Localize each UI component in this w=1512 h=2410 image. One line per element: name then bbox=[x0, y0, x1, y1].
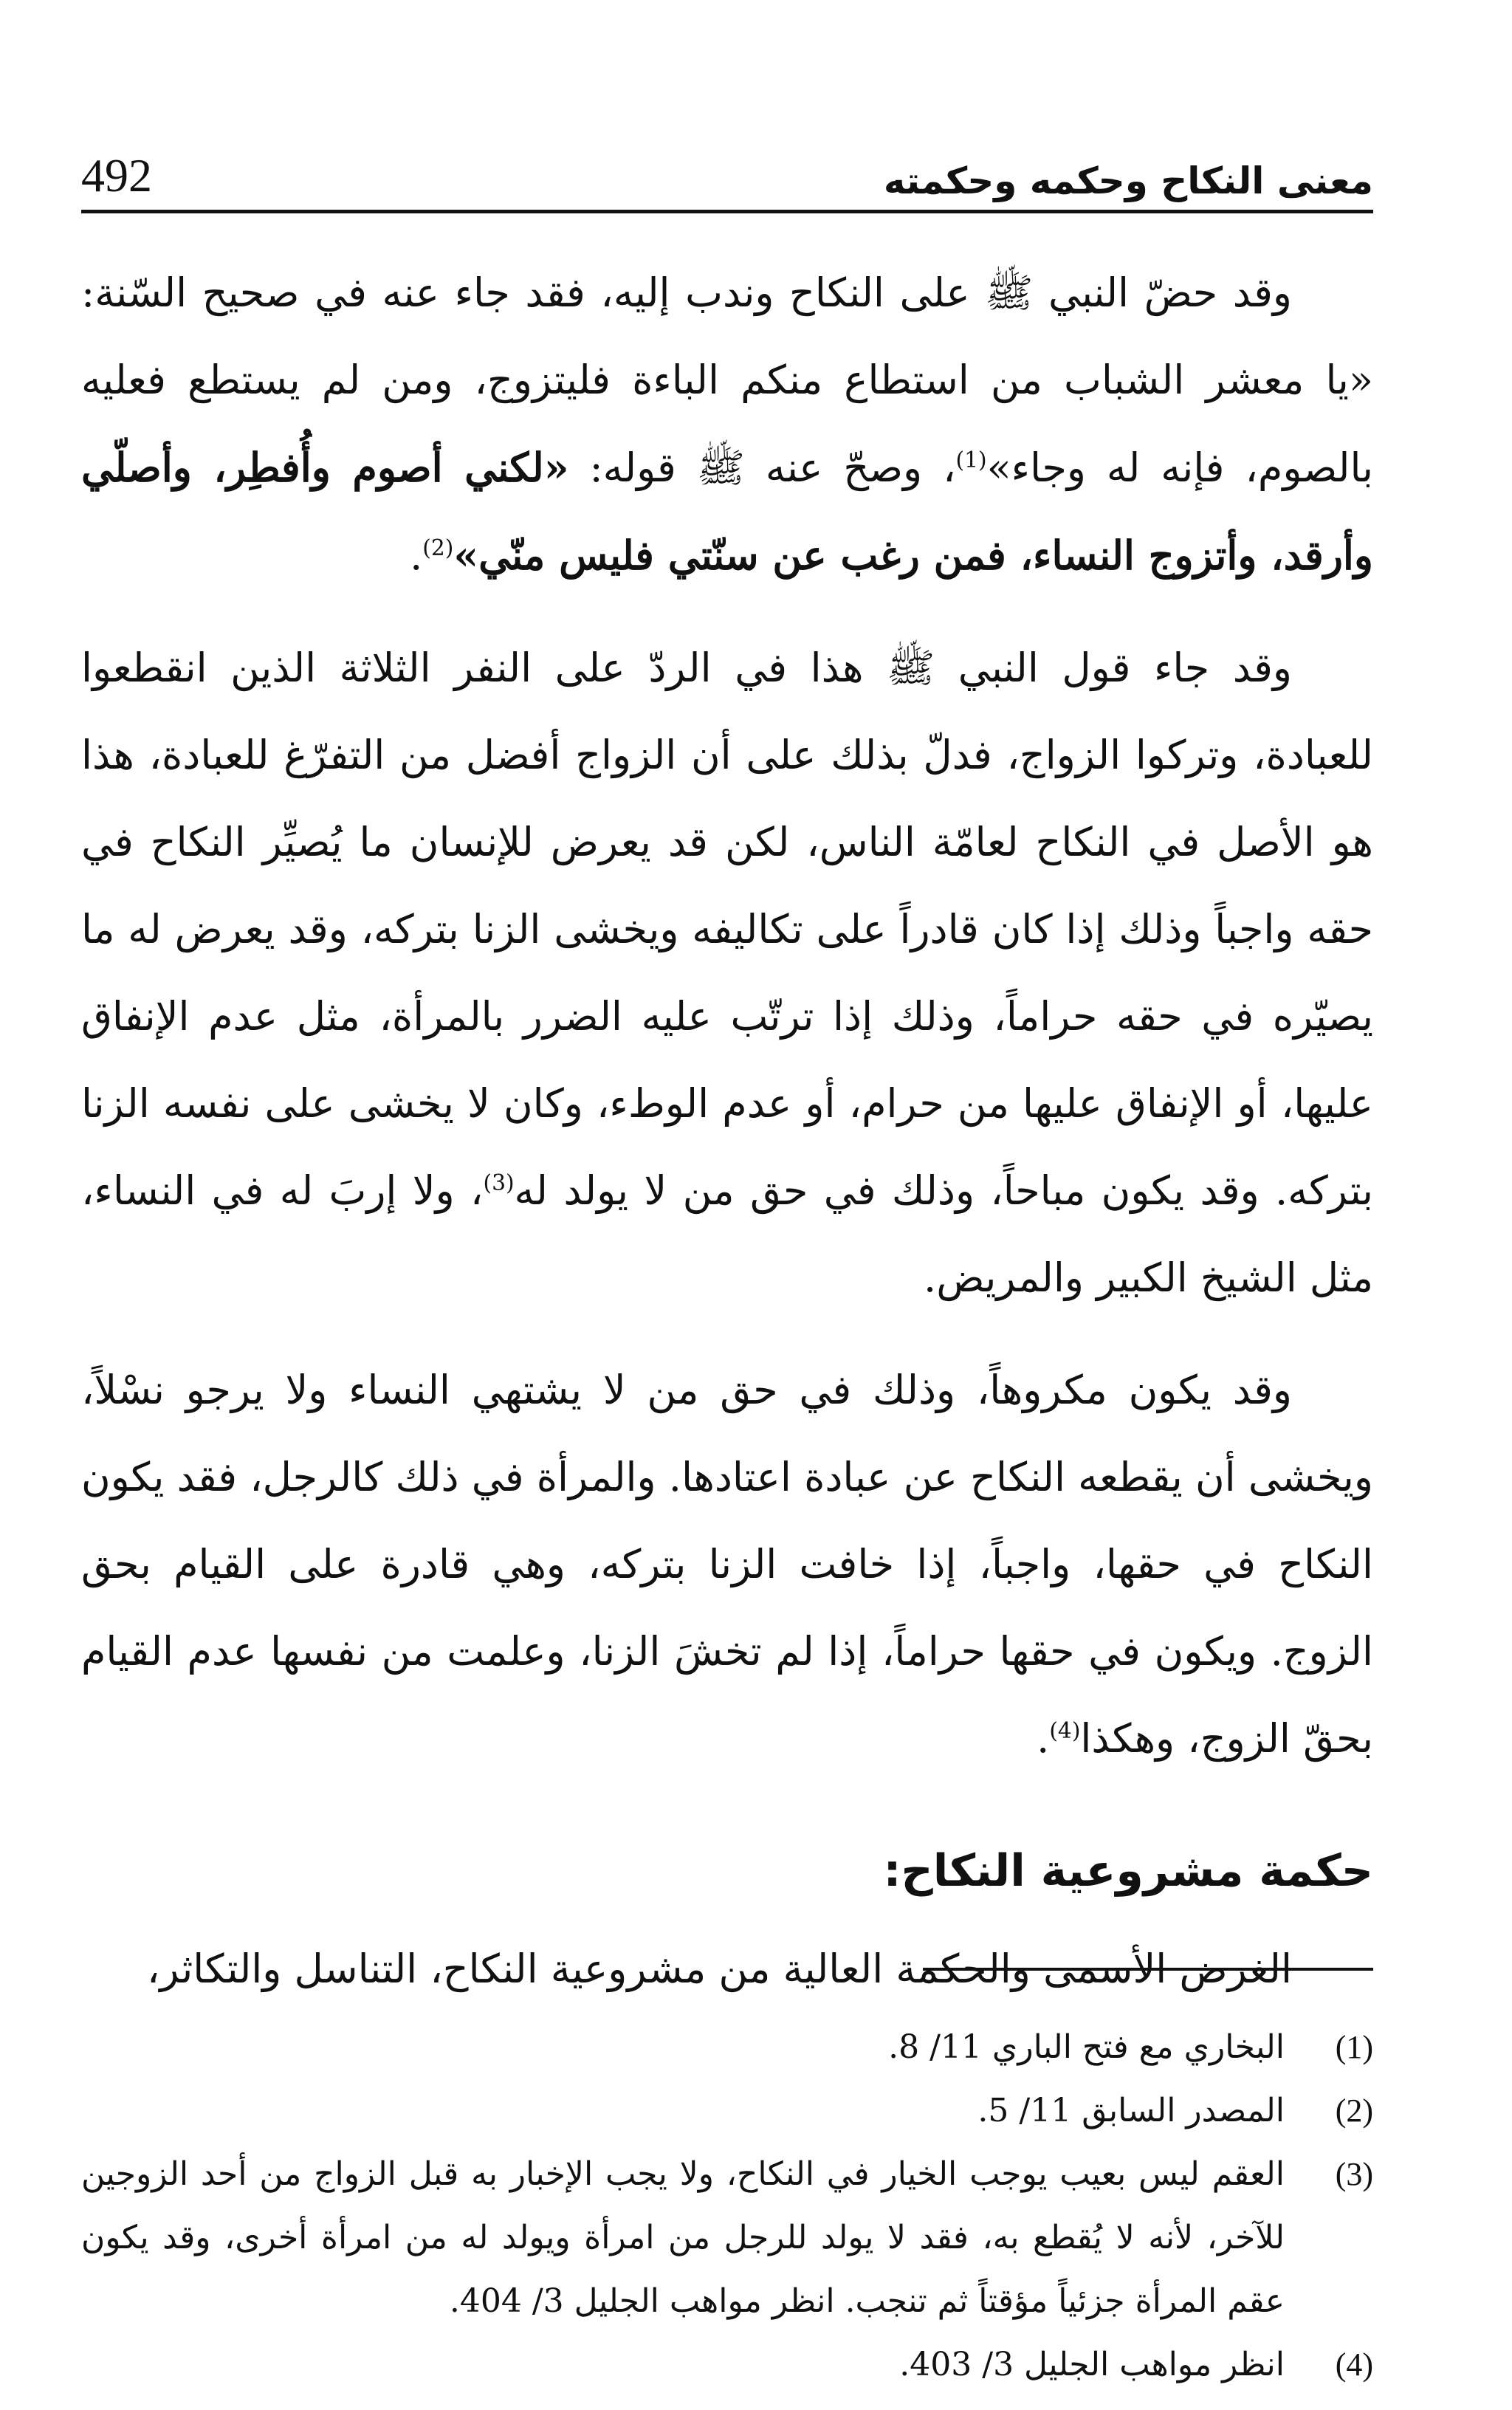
footnote-2 bbox=[81, 2079, 1373, 2143]
footnote-1 bbox=[81, 2016, 1373, 2079]
paragraph-text: وقد يكون مكروهاً، وذلك في حق من لا يشتهي النساء ولا يرجو نسْلاً، ويخشى أن يقطعه النكاح عن عبادة اعتادها. والمرأة في ذلك كالرجل، فقد يكون النكاح في حقها، واجباً، إذا خافت الزنا بتركه، وهي قادرة على القيام بحق الزوج. ويكون في حقها حراماً، إذا لم تخشَ الزنا، وعلمت من نفسها عدم القيام بحقّ الزوج، وهكذا bbox=[81, 1367, 1373, 1762]
paragraph-text: وقد جاء قول النبي ﷺ هذا في الردّ على النفر الثلاثة الذين انقطعوا للعبادة، وتركوا الزواج، فدلّ بذلك على أن الزواج أفضل من التفرّغ للعبادة، هذا هو الأصل في النكاح لعامّة الناس، لكن قد يعرض للإنسان ما يُصيِّر النكاح في حقه واجباً وذلك إذا كان قادراً على تكاليفه ويخشى الزنا بتركه، وقد يعرض له ما يصيّره في حقه حراماً، وذلك إذا ترتّب عليه الضرر بالمرأة، مثل عدم الإنفاق عليها، أو الإنفاق عليها من حرام، أو عدم الوطء، وكان لا يخشى على نفسه الزنا بتركه. وقد يكون مباحاً، وذلك في حق من لا يولد له bbox=[81, 645, 1373, 1214]
footnote-text: المصدر السابق 11/ 5. bbox=[977, 2092, 1285, 2129]
page-number: 492 bbox=[81, 149, 152, 202]
paragraph-text: . bbox=[410, 532, 423, 579]
book-page bbox=[81, 126, 1373, 2383]
main-text bbox=[81, 250, 1373, 2038]
footnote-number: (4) bbox=[1335, 2347, 1373, 2383]
paragraph-2 bbox=[81, 625, 1373, 1322]
running-title: معنى النكاح وحكمه وحكمته bbox=[883, 159, 1373, 202]
paragraph-text: وقد حضّ النبي ﷺ على النكاح وندب إليه، فقد جاء عنه في صحيح السّنة: «يا معشر الشباب من استطاع منكم الباءة فليتزوج، ومن لم يستطع فعليه بالصوم، فإنه له وجاء» bbox=[81, 270, 1373, 491]
section-intro: الغرض الأسمى والحكمة العالية من مشروعية النكاح، التناسل والتكاثر، bbox=[147, 1946, 1292, 1992]
footnote-ref: (4) bbox=[1049, 1718, 1081, 1744]
footnote-text: العقم ليس بعيب يوجب الخيار في النكاح، ولا يجب الإخبار به قبل الزواج من أحد الزوجين للآخر، لأنه لا يُقطع به، فقد لا يولد للرجل من امرأة ويولد له من امرأة أخرى، وقد يكون عقم المرأة جزئياً مؤقتاً ثم تنجب. انظر مواهب الجليل 3/ 404. bbox=[81, 2155, 1285, 2320]
paragraph-text: ، ولا إربَ له في النساء، مثل الشيخ الكبير والمريض. bbox=[81, 1167, 1373, 1301]
paragraph-text: . bbox=[1037, 1715, 1050, 1762]
footnote-number: (2) bbox=[1335, 2093, 1373, 2129]
footnotes bbox=[81, 2016, 1373, 2397]
section-heading: حكمة مشروعية النكاح: bbox=[883, 1845, 1373, 1897]
footnote-text: انظر مواهب الجليل 3/ 403. bbox=[899, 2346, 1285, 2383]
hadith-quote: «لكني أصوم وأُفطِر، وأصلّي وأرقد، وأتزوج النساء، فمن رغب عن سنّتي فليس منّي» bbox=[81, 444, 1373, 579]
footnote-ref: (3) bbox=[483, 1170, 515, 1196]
footnote-number: (3) bbox=[1335, 2156, 1373, 2192]
footnote-ref: (1) bbox=[955, 447, 987, 473]
paragraph-3 bbox=[81, 1347, 1373, 1782]
paragraph-text: ، وصحّ عنه ﷺ قوله: bbox=[568, 444, 956, 491]
paragraph-1 bbox=[81, 250, 1373, 600]
page-header bbox=[81, 126, 1373, 213]
footnote-separator bbox=[923, 1968, 1373, 1971]
footnote-number: (1) bbox=[1335, 2029, 1373, 2065]
footnote-ref: (2) bbox=[422, 535, 454, 561]
footnote-text: البخاري مع فتح الباري 11/ 8. bbox=[888, 2028, 1285, 2066]
footnote-4 bbox=[81, 2333, 1373, 2397]
footnote-3 bbox=[81, 2143, 1373, 2333]
